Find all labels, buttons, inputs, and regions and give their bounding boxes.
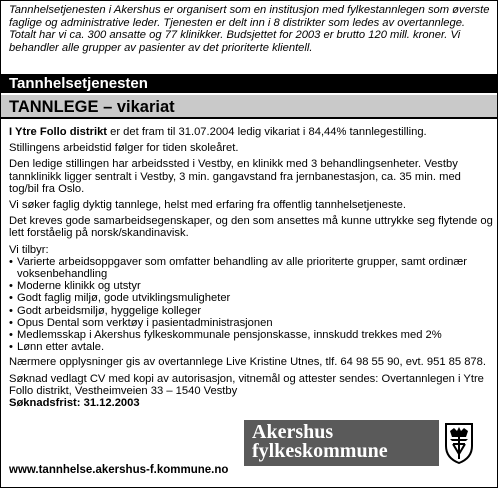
offer-item: • Opus Dental som verktøy i pasientadministrasjonen [9, 317, 493, 329]
offer-list [9, 256, 493, 354]
application-paragraph: Søknad vedlagt CV med kopi av autorisasjon, vitnemål og attester sendes: Overtannlegen i Ytre Follo distrikt, Vestheimveien 33 – 1540 Vestby [9, 372, 484, 397]
offer-item: • Godt arbeidsmiljø, hyggelige kolleger [9, 305, 493, 317]
offer-item: • Medlemsskap i Akershus fylkeskommunale pensjonskasse, innskudd trekkes med 2% [9, 329, 493, 341]
akershus-logo [244, 420, 478, 466]
job-title: TANNLEGE – vikariat [1, 95, 497, 119]
intro-paragraph: Tannhelsetjenesten i Akershus er organisert som en institusjon med fylkestannlegen som øverste faglige og administrative leder. Tjenesten er delt inn i 8 distrikter som ledes av overtannlege. Totalt har vi ca. 300 ansatte og 77 klinikker. Budsjettet for 2003 er brutto 120 mill. kroner. Vi behandler alle grupper av pasienter av det prioriterte klientell. [9, 4, 490, 54]
offer-item: • Godt faglig miljø, gode utviklingsmuligheter [9, 292, 493, 304]
seeking-paragraph: Vi søker faglig dyktig tannlege, helst med erfaring fra offentlig tannhelsetjeneste. [9, 199, 406, 212]
logo-wordmark [252, 423, 442, 461]
offer-item: • Moderne klinikk og utstyr [9, 280, 493, 292]
logo-line-2: fylkeskommune [252, 440, 388, 462]
offer-item: • Varierte arbeidsoppgaver som omfatter behandling av alle prioriterte grupper, samt ordinær voksenbehandling [9, 256, 493, 280]
application-deadline: Søknadsfrist: 31.12.2003 [9, 397, 140, 410]
district-paragraph [9, 126, 493, 138]
workplace-paragraph: Den ledige stillingen har arbeidssted i Vestby, en klinikk med 3 behandlingsenheter. Vestby tannklinikk ligger sentralt i Vestby, 3 min. gangavstand fra jernbanestasjon, ca. 35 min. med tog/bil fra Oslo. [9, 158, 461, 195]
offer-heading: Vi tilbyr: [9, 243, 49, 256]
requirements-paragraph: Det kreves gode samarbeidsegenskaper, og den som ansettes må kunne uttrykke seg flytende og lett forståelig på norsk/skandinavisk. [9, 215, 493, 240]
logo-line-1: Akershus [252, 421, 334, 443]
organization-banner: Tannhelsetjenesten [1, 74, 497, 93]
website-link[interactable]: www.tannhelse.akershus-f.kommune.no [9, 464, 229, 476]
working-hours-paragraph: Stillingens arbeidstid følger for tiden skoleåret. [9, 142, 239, 155]
district-name: I Ytre Follo distrikt [9, 126, 108, 138]
ad-body [9, 126, 493, 409]
offer-item: • Lønn etter avtale. [9, 341, 493, 353]
coat-of-arms-icon [444, 422, 474, 464]
vacancy-text: er det fram til 31.07.2004 ledig vikariat i 84,44% tannlegestilling. [107, 126, 427, 138]
contact-paragraph: Nærmere opplysninger gis av overtannlege Live Kristine Utnes, tlf. 64 98 55 90, evt. 951 85 878. [9, 356, 486, 369]
